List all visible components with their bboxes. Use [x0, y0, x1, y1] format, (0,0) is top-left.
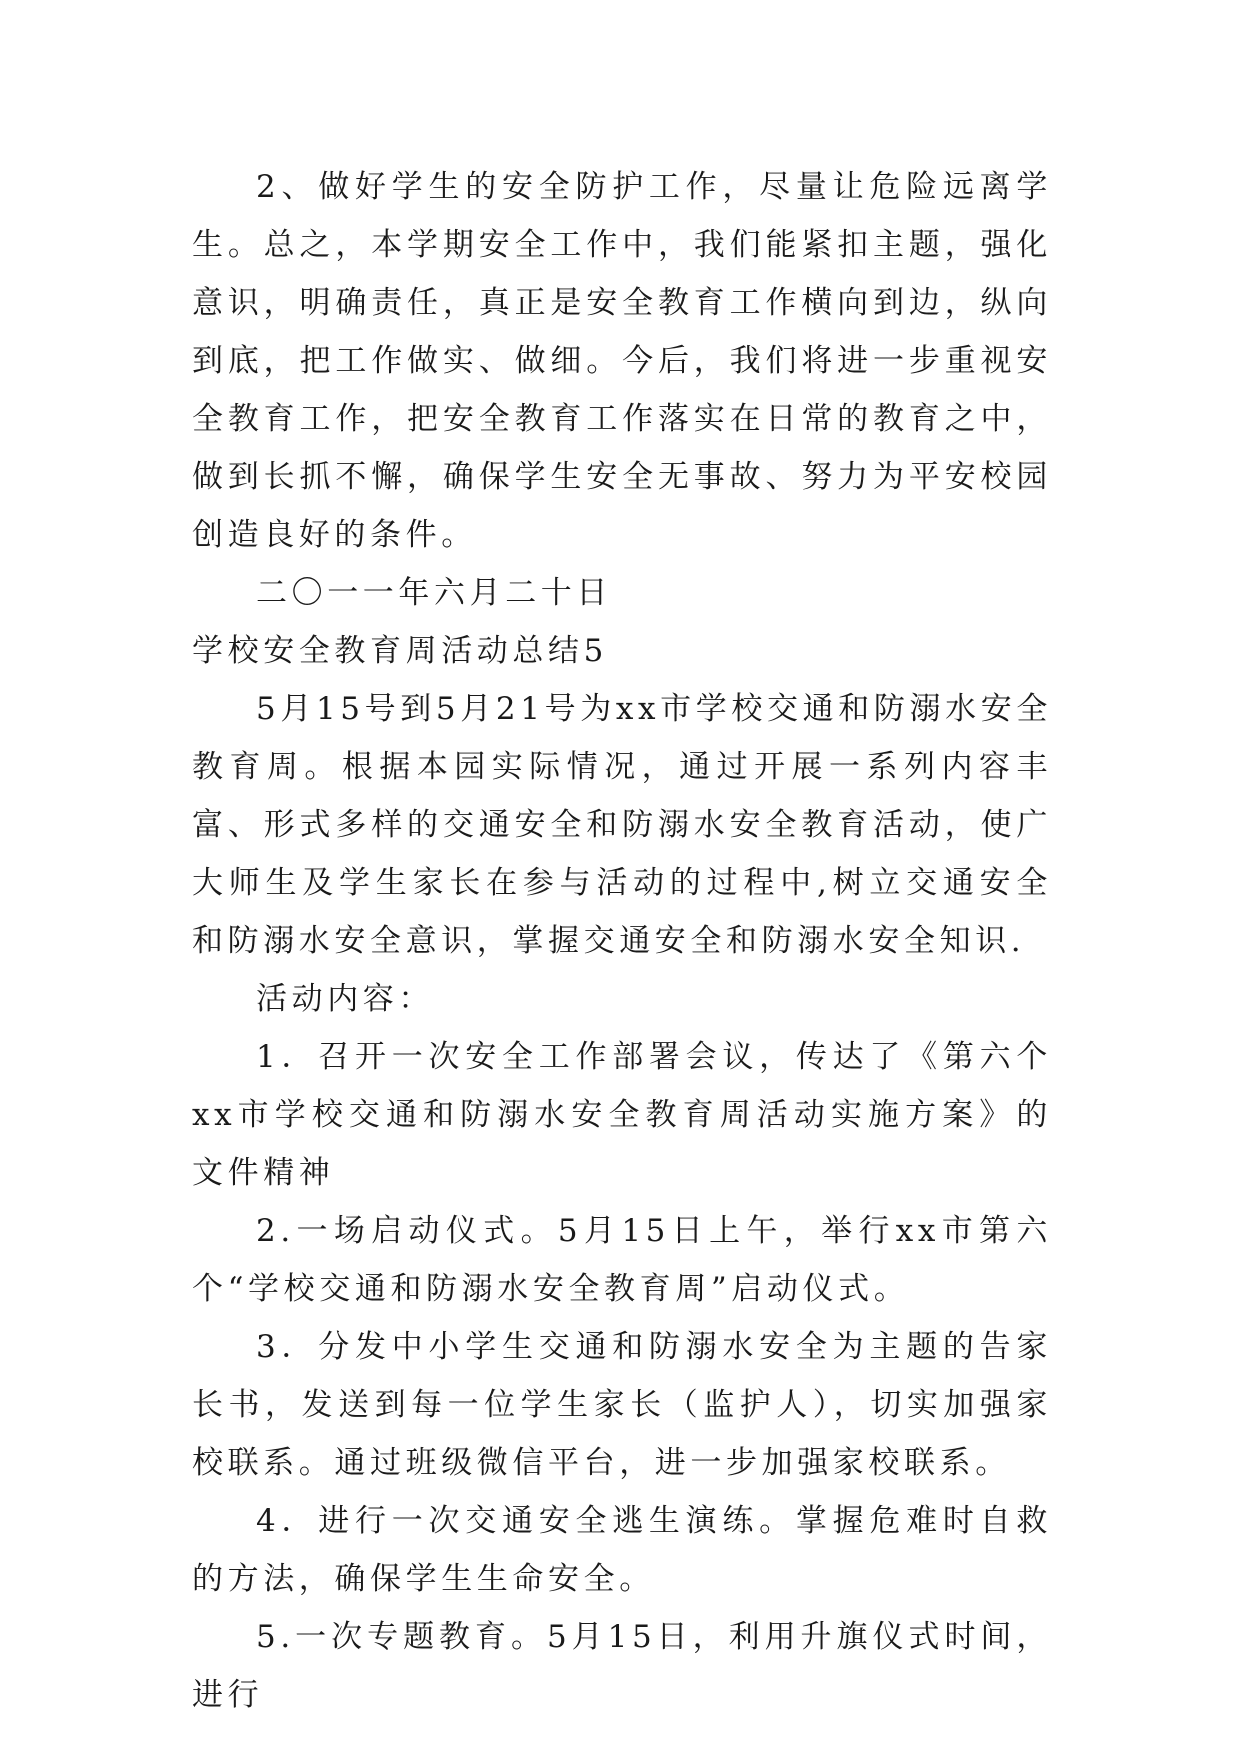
paragraph-intro: 5月15号到5月21号为xx市学校交通和防溺水安全教育周。根据本园实际情况，通过开展一系列内容丰富、形式多样的交通安全和防溺水安全教育活动，使广大师生及学生家长在参与活动的过程中,树立交通安全和防溺水安全意识，掌握交通安全和防溺水安全知识. [192, 691, 1052, 959]
list-item-3: 3．分发中小学生交通和防溺水安全为主题的告家长书，发送到每一位学生家长（监护人），切实加强家校联系。通过班级微信平台，进一步加强家校联系。 [192, 1329, 1052, 1481]
list-item-4: 4．进行一次交通安全逃生演练。掌握危难时自救的方法，确保学生生命安全。 [192, 1503, 1052, 1597]
section-heading: 学校安全教育周活动总结5 [192, 633, 608, 669]
paragraph-safety-summary: 2、做好学生的安全防护工作，尽量让危险远离学生。总之，本学期安全工作中，我们能紧扣主题，强化意识，明确责任，真正是安全教育工作横向到边，纵向到底，把工作做实、做细。今后，我们将进一步重视安全教育工作，把安全教育工作落实在日常的教育之中，做到长抓不懈，确保学生安全无事故、努力为平安校园创造良好的条件。 [192, 169, 1052, 553]
list-item-2: 2.一场启动仪式。5月15日上午，举行xx市第六个“学校交通和防溺水安全教育周”启动仪式。 [192, 1213, 1052, 1307]
list-item-1: 1．召开一次安全工作部署会议，传达了《第六个xx市学校交通和防溺水安全教育周活动实施方案》的文件精神 [192, 1039, 1052, 1191]
paragraph-activities-label: 活动内容： [256, 981, 434, 1017]
document-body [192, 158, 1052, 1724]
list-item-5: 5.一次专题教育。5月15日，利用升旗仪式时间，进行 [192, 1619, 1052, 1713]
paragraph-date: 二〇一一年六月二十日 [256, 575, 612, 611]
